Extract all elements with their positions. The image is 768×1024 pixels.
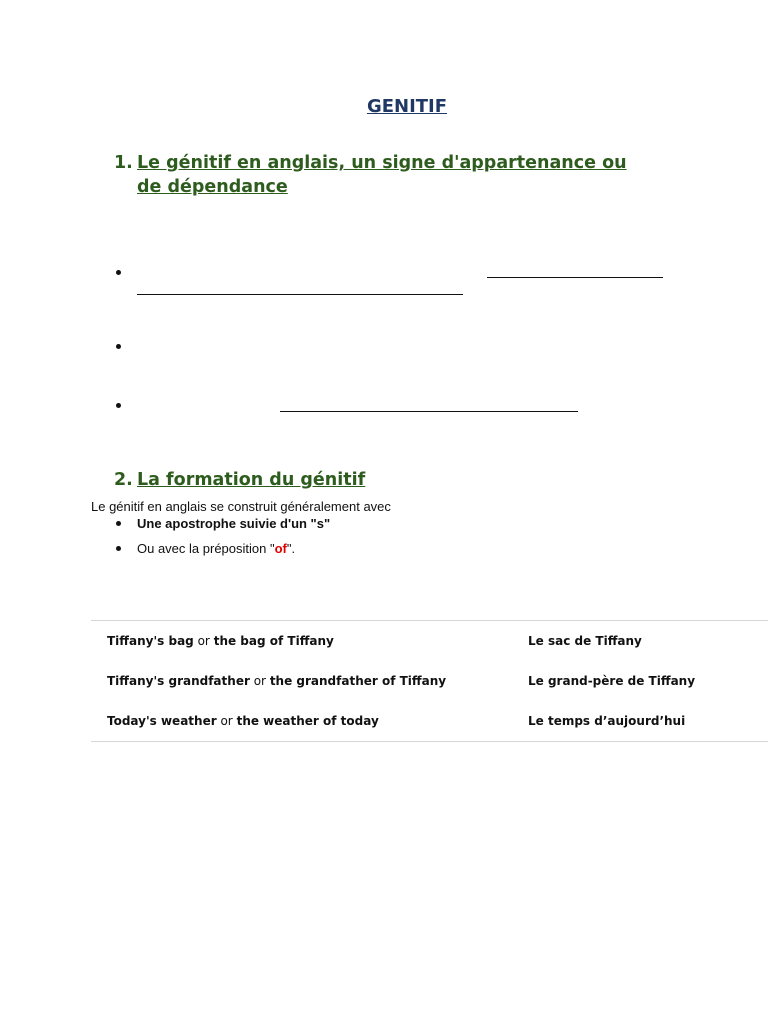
example-genitive: Today's weather xyxy=(107,714,217,728)
fill-in-line xyxy=(280,411,578,412)
section-2-heading xyxy=(114,468,514,492)
example-of-form: the grandfather of Tiffany xyxy=(269,674,447,688)
bullet-dot xyxy=(116,344,121,349)
example-translation: Le sac de Tiffany xyxy=(528,634,642,648)
fill-in-line xyxy=(137,294,463,295)
table-row xyxy=(91,701,768,742)
section-2-number: 2. xyxy=(114,470,133,490)
example-or: or xyxy=(220,714,233,728)
example-of-form: the bag of Tiffany xyxy=(213,634,334,648)
formation-list xyxy=(114,516,330,566)
example-french xyxy=(512,621,768,662)
section-1-title: Le génitif en anglais, un signe d'appartenance ou de dépendance xyxy=(137,153,627,197)
list-item xyxy=(114,541,330,566)
blank-bullet-3 xyxy=(114,399,124,413)
table-row xyxy=(91,661,768,701)
example-english xyxy=(91,621,512,662)
section-1-heading xyxy=(114,151,634,199)
table-row xyxy=(91,621,768,662)
example-english xyxy=(91,701,512,742)
formation-intro: Le génitif en anglais se construit généralement avec xyxy=(91,499,391,514)
bullet-dot xyxy=(116,270,121,275)
of-rule-after: ". xyxy=(286,541,296,556)
example-of-form: the weather of today xyxy=(236,714,379,728)
example-english xyxy=(91,661,512,701)
example-french xyxy=(512,701,768,742)
bullet-dot xyxy=(116,521,121,526)
of-rule-before: Ou avec la préposition " xyxy=(137,541,275,556)
example-genitive: Tiffany's bag xyxy=(107,634,194,648)
document-title xyxy=(0,96,768,117)
example-genitive: Tiffany's grandfather xyxy=(107,674,250,688)
apostrophe-rule: Une apostrophe suivie d'un "s" xyxy=(137,516,331,531)
blank-bullet-2 xyxy=(114,340,124,354)
section-1-number: 1. xyxy=(114,153,133,173)
bullet-dot xyxy=(116,546,121,551)
document-title-text: GENITIF xyxy=(366,96,448,117)
example-translation: Le temps d’aujourd’hui xyxy=(528,714,686,728)
of-rule-highlight: of xyxy=(274,541,287,556)
example-french xyxy=(512,661,768,701)
section-2-title: La formation du génitif xyxy=(137,470,366,490)
blank-bullet-1 xyxy=(114,266,124,280)
fill-in-line xyxy=(487,277,663,278)
example-translation: Le grand-père de Tiffany xyxy=(528,674,696,688)
bullet-dot xyxy=(116,403,121,408)
list-item xyxy=(114,516,330,541)
examples-table xyxy=(91,620,768,742)
example-or: or xyxy=(197,634,210,648)
example-or: or xyxy=(253,674,266,688)
